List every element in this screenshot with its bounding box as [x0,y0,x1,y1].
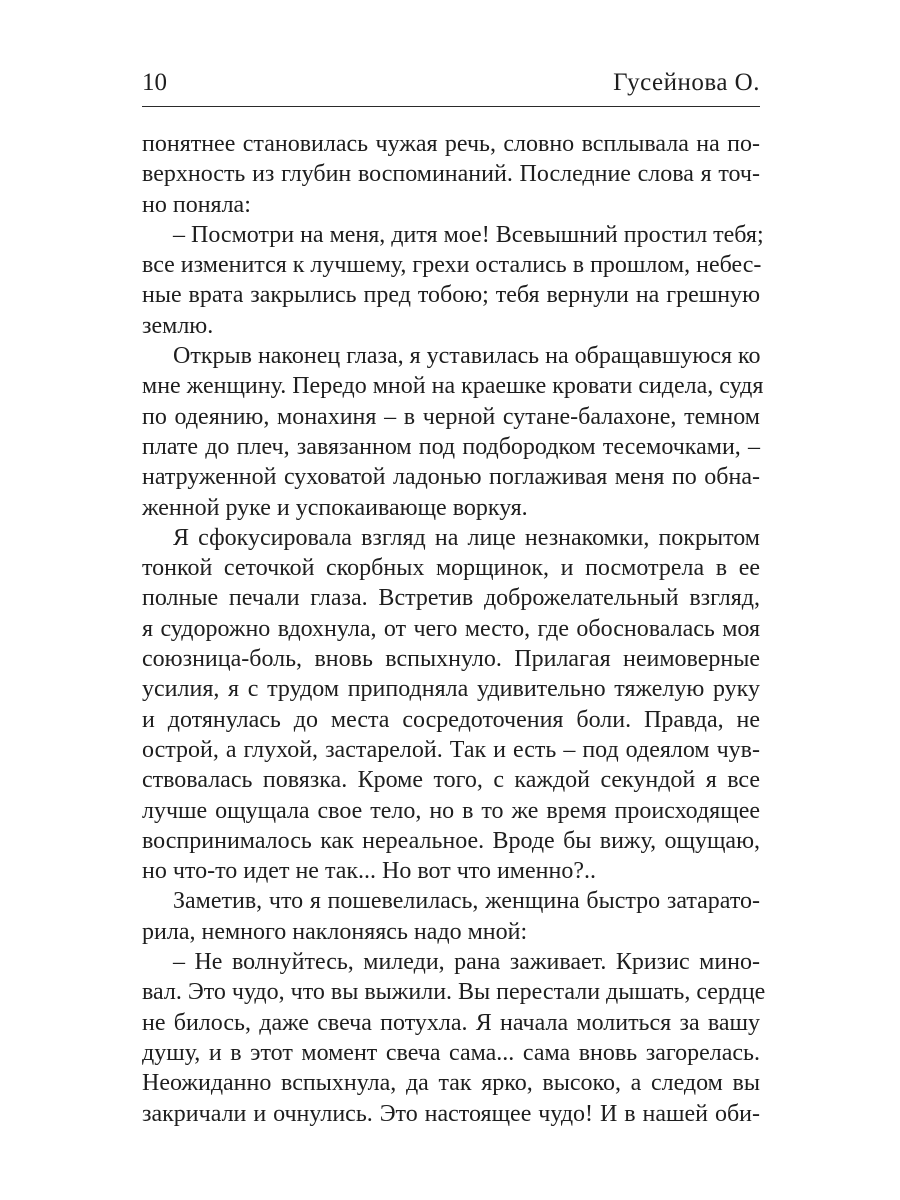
text-line: верхность из глубин воспоминаний. Последние слова я точ- [142,161,760,188]
text-line: плате до плеч, завязанном под подбородком тесемочками, – [142,433,760,460]
paragraph [142,129,760,220]
text-line: Неожиданно вспыхнула, да так ярко, высоко, а следом вы [142,1070,760,1097]
text-line: мне женщину. Передо мной на краешке кровати сидела, судя [142,373,764,400]
text-line: по одеянию, монахиня – в черной сутане-балахоне, темном [142,403,760,430]
running-author: Гусейнова О. [613,69,760,96]
text-line: Я сфокусировала взгляд на лице незнакомки, покрытом [173,524,760,551]
text-line: душу, и в этот момент свеча сама... сама вновь загорелась. [142,1039,760,1066]
text-line: рила, немного наклоняясь надо мной: [142,918,528,945]
paragraph [142,523,760,887]
running-header [142,62,760,107]
page-number: 10 [142,69,167,96]
text-line: но поняла: [142,191,251,218]
text-line: Открыв наконец глаза, я уставилась на обращавшуюся ко [173,343,761,370]
text-line: полные печали глаза. Встретив доброжелательный взгляд, [142,585,760,612]
text-line: вал. Это чудо, что вы выжили. Вы перестали дышать, сердце [142,979,766,1006]
text-line: натруженной суховатой ладонью поглаживая меня по обна- [142,464,760,491]
paragraph [142,947,766,1129]
text-line: но что-то идет не так... Но вот что именно?.. [142,858,596,885]
paragraph [142,220,764,341]
text-line: союзница-боль, вновь вспыхнуло. Прилагая неимоверные [142,646,760,673]
text-line: – Не волнуйтесь, миледи, рана заживает. Кризис мино- [173,949,760,976]
text-line: понятнее становилась чужая речь, словно всплывала на по- [142,131,760,157]
paragraph [142,341,764,523]
text-line: лучше ощущала свое тело, но в то же время происходящее [142,797,760,824]
text-line: закричали и очнулись. Это настоящее чудо! И в нашей оби- [142,1100,760,1127]
text-line: усилия, я с трудом приподняла удивительно тяжелую руку [142,676,760,703]
text-line: не билось, даже свеча потухла. Я начала молиться за вашу [142,1009,760,1036]
text-body [142,129,766,1129]
text-line: все изменится к лучшему, грехи остались в прошлом, небес- [142,252,762,279]
text-line: и дотянулась до места сосредоточения боли. Правда, не [142,706,760,733]
text-line: тонкой сеточкой скорбных морщинок, и посмотрела в ее [142,555,760,582]
text-line: я судорожно вдохнула, от чего место, где обосновалась моя [142,615,760,642]
paragraph [142,886,760,947]
text-line: острой, а глухой, застарелой. Так и есть – под одеялом чув- [142,736,760,763]
text-line: землю. [142,312,214,339]
text-line: ствовалась повязка. Кроме того, с каждой секундой я все [142,767,760,794]
text-line: Заметив, что я пошевелилась, женщина быстро затарато- [173,888,760,915]
text-line: – Посмотри на меня, дитя мое! Всевышний простил тебя; [173,221,764,248]
text-line: женной руке и успокаивающе воркуя. [142,494,528,521]
text-line: ные врата закрылись пред тобою; тебя вернули на грешную [142,282,760,309]
text-line: воспринималось как нереальное. Вроде бы вижу, ощущаю, [142,827,760,854]
